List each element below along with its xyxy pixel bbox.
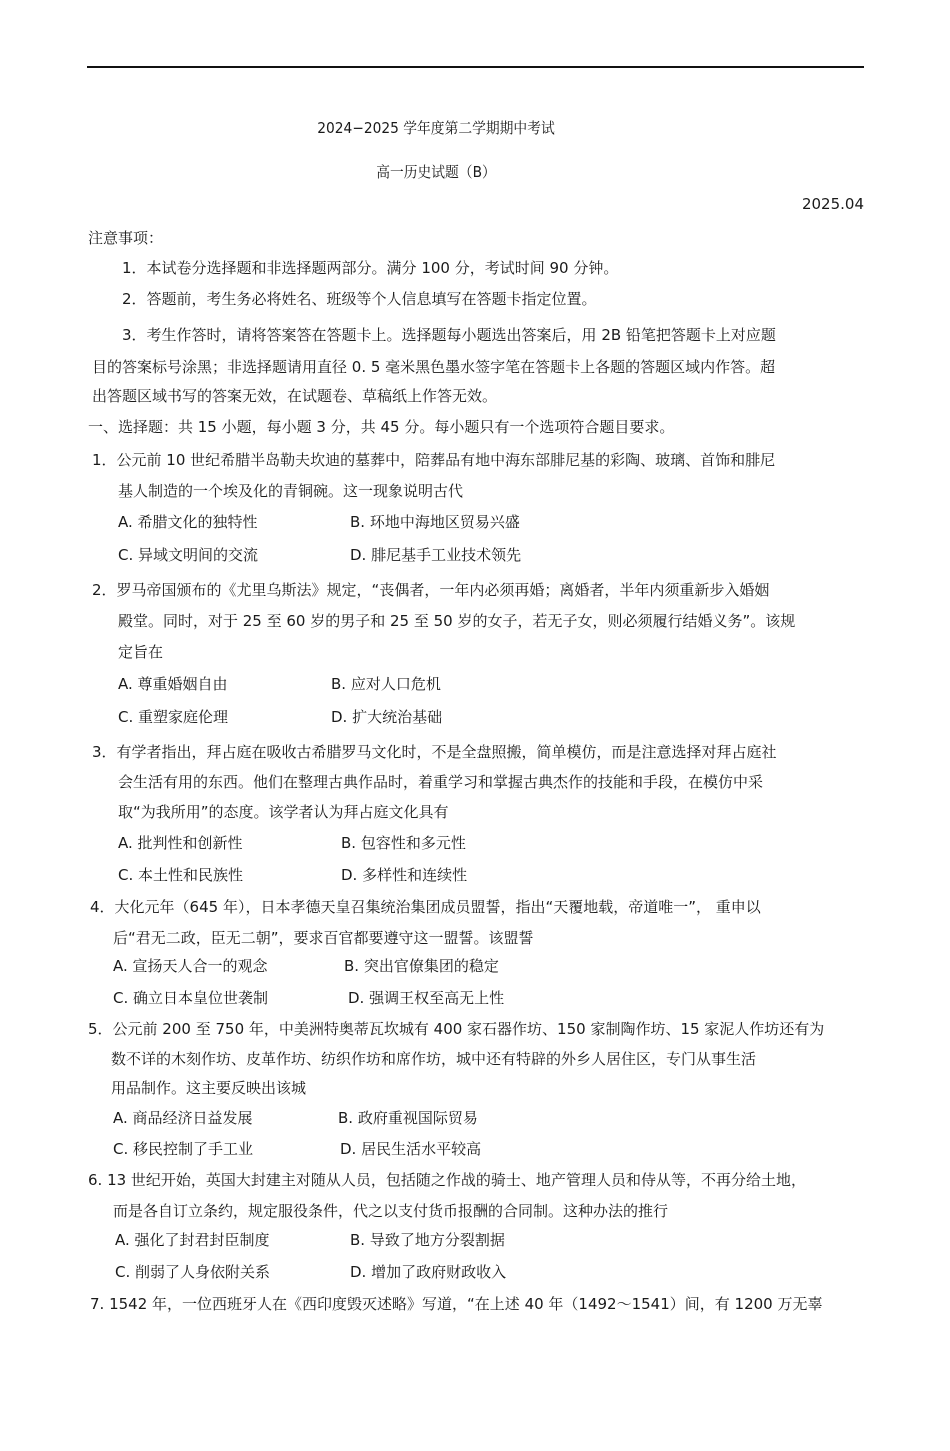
note-item-3-line-1: 3．考生作答时，请将答案答在答题卡上。选择题每小题选出答案后，用 2B 铅笔把答题卡上对应题 [122, 326, 776, 344]
question-5-line-1: 5．公元前 200 至 750 年，中美洲特奥蒂瓦坎城有 400 家石器作坊、150 家制陶作坊、15 家泥人作坊还有为 [88, 1020, 825, 1038]
question-3-option-a: A. 批判性和创新性 [118, 834, 243, 852]
question-4-line-2: 后“君无二政，臣无二朝”，要求百官都要遵守这一盟誓。该盟誓 [113, 929, 534, 947]
question-6-option-c: C. 削弱了人身依附关系 [115, 1263, 271, 1281]
question-1-option-c: C. 异域文明间的交流 [118, 546, 259, 564]
question-4-option-d: D. 强调王权至高无上性 [348, 989, 505, 1007]
question-5-option-b: B. 政府重视国际贸易 [338, 1109, 478, 1127]
note-item-1: 1．本试卷分选择题和非选择题两部分。满分 100 分，考试时间 90 分钟。 [122, 259, 619, 277]
exam-subtitle: 高一历史试题（B） [376, 163, 496, 181]
question-3-option-d: D. 多样性和连续性 [341, 866, 468, 884]
question-3-option-b: B. 包容性和多元性 [341, 834, 466, 852]
section-1-heading: 一、选择题：共 15 小题，每小题 3 分，共 45 分。每小题只有一个选项符合题目要求。 [88, 418, 675, 436]
question-4-line-1: 4．大化元年（645 年），日本孝德天皇召集统治集团成员盟誓，指出“天覆地载，帝道唯一”， 重申以 [90, 898, 761, 916]
question-2-line-3: 定旨在 [118, 643, 164, 661]
note-item-3-line-3: 出答题区域书写的答案无效，在试题卷、草稿纸上作答无效。 [92, 387, 498, 405]
question-1-line-1: 1．公元前 10 世纪希腊半岛勒夫坎迪的墓葬中，陪葬品有地中海东部腓尼基的彩陶、玻璃、首饰和腓尼 [92, 451, 776, 469]
question-4-option-c: C. 确立日本皇位世袭制 [113, 989, 269, 1007]
question-4-option-a: A. 宣扬天人合一的观念 [113, 957, 268, 975]
question-3-line-2: 会生活有用的东西。他们在整理古典作品时，着重学习和掌握古典杰作的技能和手段，在模仿中采 [118, 773, 764, 791]
exam-title: 2024−2025 学年度第二学期期中考试 [317, 119, 555, 137]
question-6-line-2: 而是各自订立条约，规定服役条件，代之以支付货币报酬的合同制。这种办法的推行 [113, 1202, 669, 1220]
question-5-option-d: D. 居民生活水平较高 [340, 1140, 482, 1158]
question-5-line-2: 数不详的木刻作坊、皮革作坊、纺织作坊和席作坊，城中还有特辟的外乡人居住区，专门从事生活 [111, 1050, 757, 1068]
question-6-option-d: D. 增加了政府财政收入 [350, 1263, 507, 1281]
question-6-option-b: B. 导致了地方分裂割据 [350, 1231, 505, 1249]
question-6-line-1: 6. 13 世纪开始，英国大封建主对随从人员，包括随之作战的骑士、地产管理人员和侍从等，不再分给土地， [88, 1171, 806, 1189]
notes-heading: 注意事项： [88, 229, 164, 247]
question-3-line-1: 3．有学者指出，拜占庭在吸收古希腊罗马文化时，不是全盘照搬，简单模仿，而是注意选择对拜占庭社 [92, 743, 777, 761]
question-7-line-1: 7. 1542 年，一位西班牙人在《西印度毁灭述略》写道，“在上述 40 年（1492～1541）间，有 1200 万无辜 [90, 1295, 823, 1313]
question-5-line-3: 用品制作。这主要反映出该城 [111, 1079, 307, 1097]
question-1-option-a: A. 希腊文化的独特性 [118, 513, 258, 531]
question-1-option-b: B. 环地中海地区贸易兴盛 [350, 513, 520, 531]
question-2-option-b: B. 应对人口危机 [331, 675, 441, 693]
question-2-option-d: D. 扩大统治基础 [331, 708, 443, 726]
top-rule [87, 66, 864, 68]
question-2-line-1: 2．罗马帝国颁布的《尤里乌斯法》规定，“丧偶者，一年内必须再婚；离婚者，半年内须重新步入婚姻 [92, 581, 770, 599]
question-3-option-c: C. 本土性和民族性 [118, 866, 244, 884]
question-5-option-c: C. 移民控制了手工业 [113, 1140, 254, 1158]
note-item-2: 2．答题前，考生务必将姓名、班级等个人信息填写在答题卡指定位置。 [122, 290, 597, 308]
question-4-option-b: B. 突出官僚集团的稳定 [344, 957, 499, 975]
question-2-option-a: A. 尊重婚姻自由 [118, 675, 228, 693]
question-1-line-2: 基人制造的一个埃及化的青铜碗。这一现象说明古代 [118, 482, 464, 500]
question-2-option-c: C. 重塑家庭伦理 [118, 708, 229, 726]
question-1-option-d: D. 腓尼基手工业技术领先 [350, 546, 522, 564]
question-2-line-2: 殿堂。同时，对于 25 至 60 岁的男子和 25 至 50 岁的女子，若无子女，则必须履行结婚义务”。该规 [118, 612, 796, 630]
question-3-line-3: 取“为我所用”的态度。该学者认为拜占庭文化具有 [118, 803, 449, 821]
exam-date: 2025.04 [801, 195, 864, 213]
question-5-option-a: A. 商品经济日益发展 [113, 1109, 253, 1127]
note-item-3-line-2: 目的答案标号涂黑；非选择题请用直径 0. 5 毫米黑色墨水签字笔在答题卡上各题的答题区域内作答。超 [92, 358, 776, 376]
question-6-option-a: A. 强化了封君封臣制度 [115, 1231, 270, 1249]
